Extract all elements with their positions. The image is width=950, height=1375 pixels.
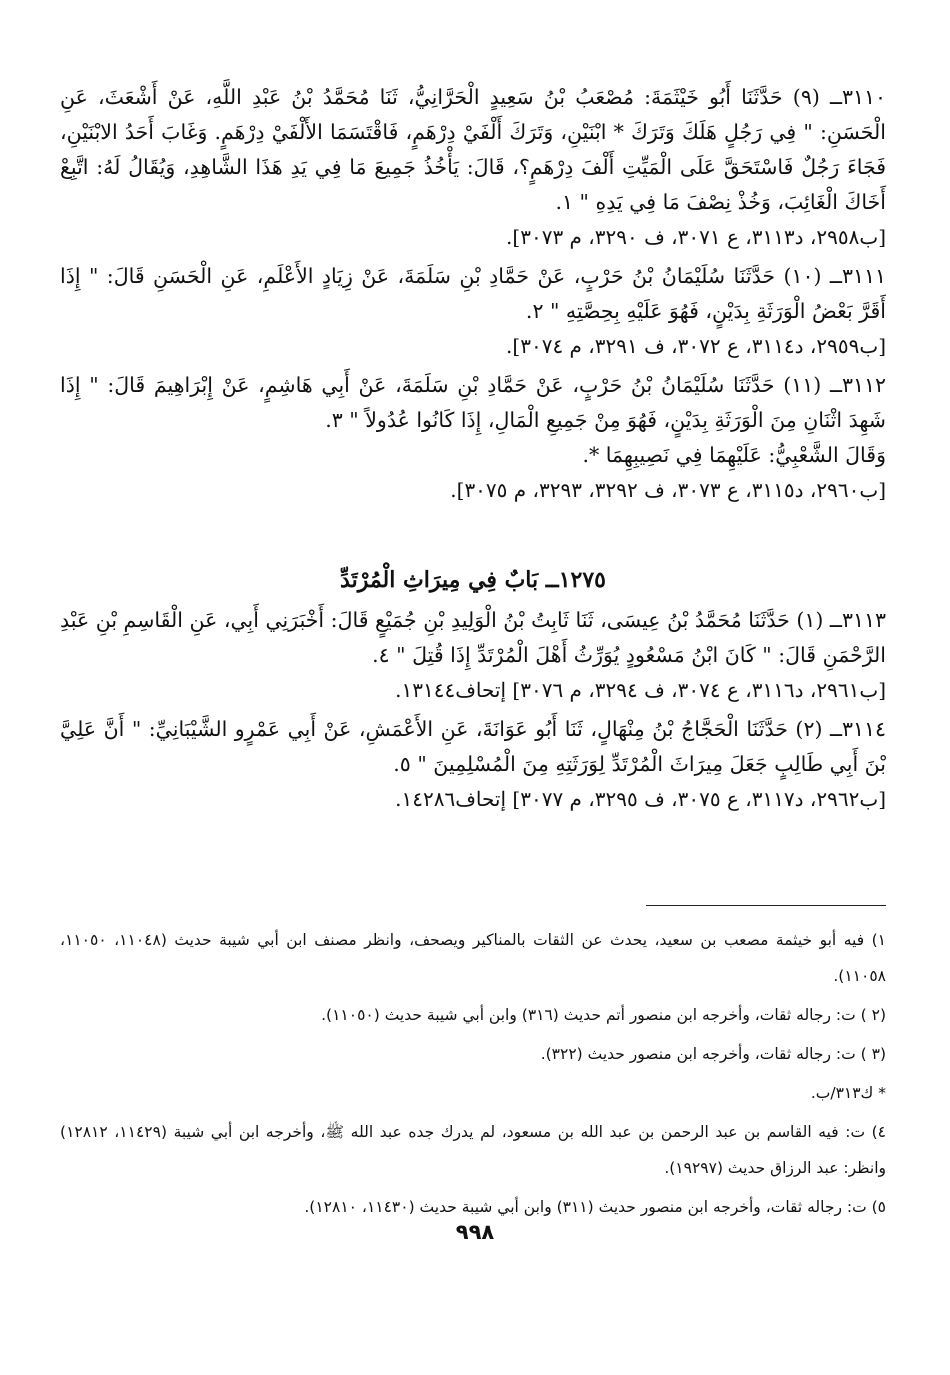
hadith-3112-reference: [ب٢٩٦٠، د٣١١٥، ع ٣٠٧٣، ف ٣٢٩٢، ٣٢٩٣، م ٣٠٧٥].: [450, 478, 886, 502]
main-text: [60, 80, 886, 817]
hadith-3113-reference: [ب٢٩٦١، د٣١١٦، ع ٣٠٧٤، ف ٣٢٩٤، م ٣٠٧٦] إتحاف١٣١٤٤.: [395, 678, 886, 702]
hadith-3112-addition: وَقَالَ الشَّعْبِيُّ: عَلَيْهِمَا فِي نَصِيبِهِمَا *.: [582, 443, 886, 467]
chapter-title: ١٢٧٥ــ بَابٌ فِي مِيرَاثِ الْمُرْتَدِّ: [340, 567, 606, 593]
footnote-divider: [646, 905, 886, 906]
footnotes: [60, 922, 886, 1228]
hadith-3111: ٣١١١ــ (١٠) حَدَّثَنَا سُلَيْمَانُ بْنُ حَرْبٍ، عَنْ حَمَّادِ بْنِ سَلَمَةَ، عَنْ زِيَادٍ الأَعْلَمِ، عَنِ الْحَسَنِ قَالَ: " إِذَا أَقَرَّ بَعْضُ الْوَرَثَةِ بِدَيْنٍ، فَهُوَ عَلَيْهِ بِحِصَّتِهِ " ٢.: [60, 264, 886, 323]
hadith-3113: ٣١١٣ــ (١) حَدَّثَنَا مُحَمَّدُ بْنُ عِيسَى، ثَنَا ثَابِتُ بْنُ الْوَلِيدِ بْنِ جُمَيْعٍ قَالَ: أَخْبَرَنِي أَبِي، عَنِ الْقَاسِمِ بْنِ عَبْدِ الرَّحْمَنِ قَالَ: " كَانَ ابْنُ مَسْعُودٍ يُوَرِّثُ أَهْلَ الْمُرْتَدِّ إِذَا قُتِلَ " ٤.: [60, 608, 886, 667]
footnote-4: ٤) ت: فيه القاسم بن عبد الرحمن بن عبد الله بن مسعود، لم يدرك جده عبد الله ﷺ، وأخرجه ابن أبي شيبة (١١٤٢٩، ١٢٨١٢) وانظر: عبد الرزاق حديث (١٩٢٩٧).: [60, 1123, 886, 1177]
footnote-manuscript: * ك٣١٣/ب.: [810, 1084, 886, 1102]
hadith-3114: ٣١١٤ــ (٢) حَدَّثَنَا الْحَجَّاجُ بْنُ مِنْهَالٍ، ثَنَا أَبُو عَوَانَةَ، عَنِ الأَعْمَشِ، عَنْ أَبِي عَمْرٍو الشَّيْبَانِيِّ: " أَنَّ عَلِيَّ بْنَ أَبِي طَالِبٍ جَعَلَ مِيرَاثَ الْمُرْتَدِّ لِوَرَثَتِهِ مِنَ الْمُسْلِمِينَ " ٥.: [60, 717, 886, 776]
hadith-3110: ٣١١٠ــ (٩) حَدَّثَنَا أَبُو خَيْثَمَةَ: مُصْعَبُ بْنُ سَعِيدٍ الْحَرَّانِيُّ، ثَنَا مُحَمَّدُ بْنُ عَبْدِ اللَّهِ، عَنْ أَشْعَثَ، عَنِ الْحَسَنِ: " فِي رَجُلٍ هَلَكَ وَتَرَكَ * ابْنَيْنِ، وَتَرَكَ أَلْفَيْ دِرْهَمٍ، فَاقْتَسَمَا الأَلْفَيْ دِرْهَمٍ. وَغَابَ أَحَدُ الابْنَيْنِ، فَجَاءَ رَجُلٌ فَاسْتَحَقَّ عَلَى الْمَيِّتِ أَلْفَ دِرْهَمٍ؟، قَالَ: يَأْخُذُ جَمِيعَ مَا فِي يَدِ هَذَا الشَّاهِدِ، وَيُقَالُ لَهُ: اتَّبِعْ أَخَاكَ الْغَائِبَ، وَخُذْ نِصْفَ مَا فِي يَدِهِ " ١.: [60, 85, 887, 214]
page-number: ٩٩٨: [455, 1220, 495, 1244]
hadith-3111-reference: [ب٢٩٥٩، د٣١١٤، ع ٣٠٧٢، ف ٣٢٩١، م ٣٠٧٤].: [506, 334, 886, 358]
footnote-5: ٥) ت: رجاله ثقات، وأخرجه ابن منصور حديث (٣١١) وابن أبي شيبة حديث (١١٤٣٠، ١٢٨١٠).: [304, 1198, 886, 1216]
footnote-3: (٣ ) ت: رجاله ثقات، وأخرجه ابن منصور حديث (٣٢٢).: [540, 1045, 886, 1063]
hadith-3114-reference: [ب٢٩٦٢، د٣١١٧، ع ٣٠٧٥، ف ٣٢٩٥، م ٣٠٧٧] إتحاف١٤٢٨٦.: [395, 787, 886, 811]
hadith-3112: ٣١١٢ــ (١١) حَدَّثَنَا سُلَيْمَانُ بْنُ حَرْبٍ، عَنْ حَمَّادِ بْنِ سَلَمَةَ، عَنْ أَبِي هَاشِمٍ، عَنْ إِبْرَاهِيمَ قَالَ: " إِذَا شَهِدَ اثْنَانِ مِنَ الْوَرَثَةِ بِدَيْنٍ، فَهُوَ مِنْ جَمِيعِ الْمَالِ، إِذَا كَانُوا عُدُولاً " ٣.: [60, 373, 887, 432]
footnote-2: (٢ ) ت: رجاله ثقات، وأخرجه ابن منصور أتم حديث (٣١٦) وابن أبي شيبة حديث (١١٠٥٠).: [321, 1006, 886, 1024]
footnote-1: ١) فيه أبو خيثمة مصعب بن سعيد، يحدث عن الثقات بالمناكير ويصحف، وانظر مصنف ابن أبي شيبة حديث (١١٠٤٨، ١١٠٥٠، ١١٠٥٨).: [60, 931, 886, 985]
hadith-3110-reference: [ب٢٩٥٨، د٣١١٣، ع ٣٠٧١، ف ٣٢٩٠، م ٣٠٧٣].: [506, 225, 886, 249]
